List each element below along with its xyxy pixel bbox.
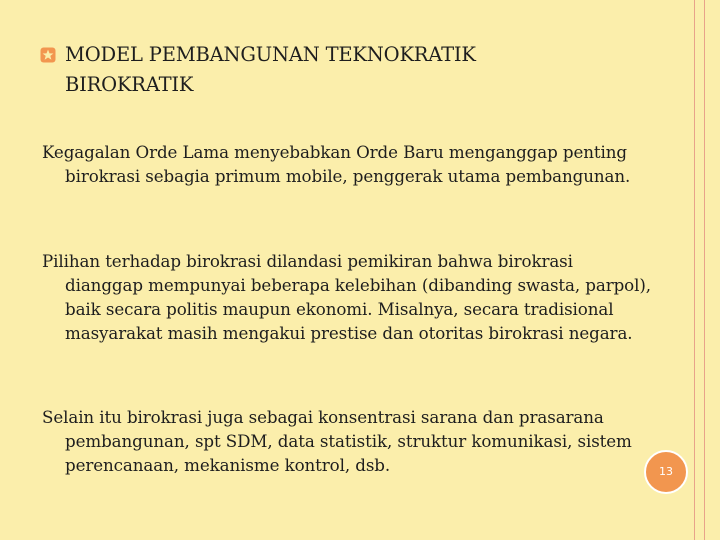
band-divider-line bbox=[694, 0, 695, 540]
body-paragraph: Kegagalan Orde Lama menyebabkan Orde Baru menganggap penting birokrasi sebagia primum mobile, penggerak utama pembangunan. bbox=[42, 142, 631, 186]
body-paragraph: Pilihan terhadap birokrasi dilandasi pemikiran bahwa birokrasi dianggap mempunyai beberapa kelebihan (dibanding swasta, parpol), baik secara politis maupun ekonomi. Misalnya, secara tradisional masyarakat masih mengakui prestise dan otoritas birokrasi negara. bbox=[42, 251, 651, 343]
star-bullet-icon bbox=[40, 47, 56, 63]
right-decorative-band bbox=[684, 0, 720, 540]
body-paragraph: Selain itu birokrasi juga sebagai konsentrasi sarana dan prasarana pembangunan, spt SDM, data statistik, struktur komunikasi, sistem perencanaan, mekanisme kontrol, dsb. bbox=[42, 407, 632, 475]
band-divider-line bbox=[704, 0, 705, 540]
slide-heading bbox=[40, 40, 600, 100]
page-number-badge: 13 bbox=[644, 450, 688, 494]
heading-text: MODEL PEMBANGUNAN TEKNOKRATIK BIROKRATIK bbox=[65, 43, 476, 96]
